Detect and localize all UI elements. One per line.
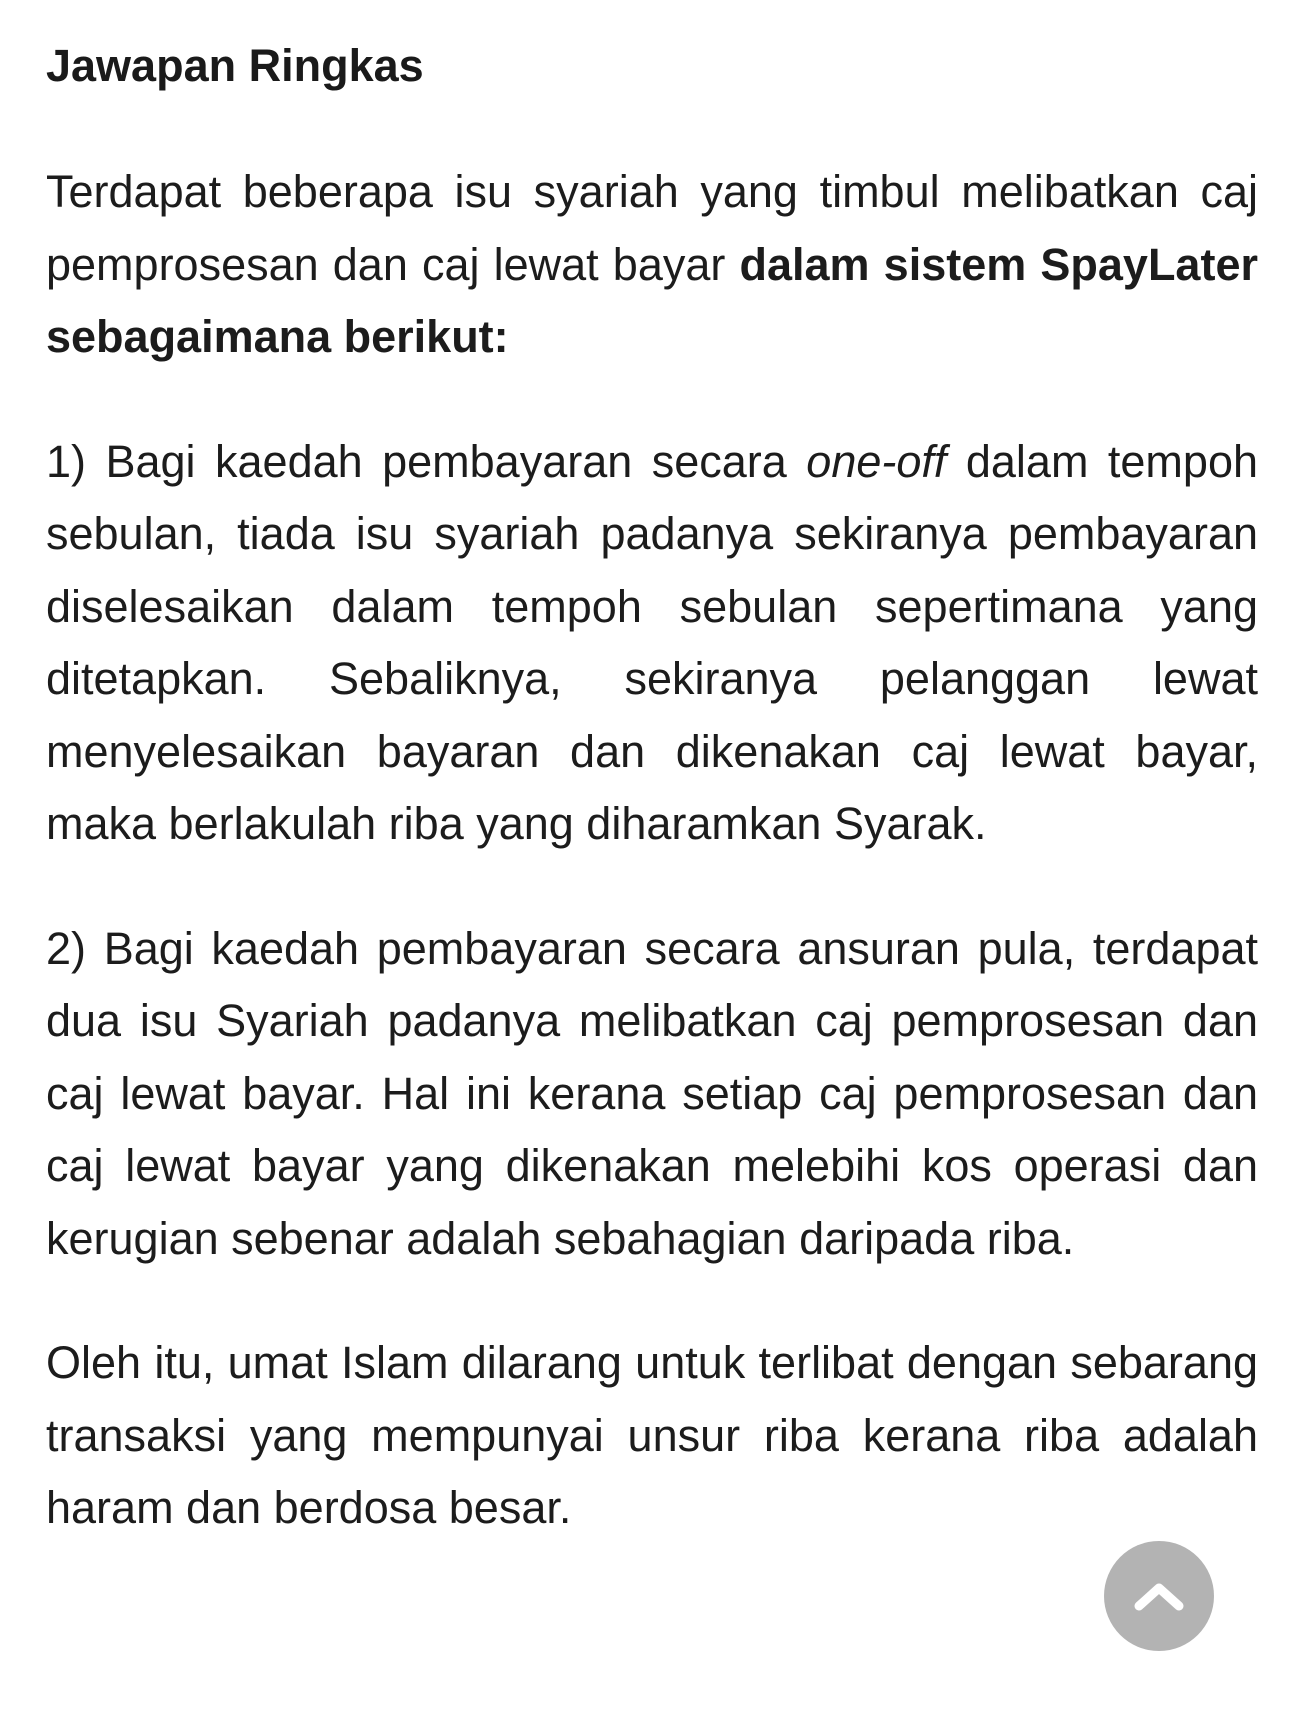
intro-text: Terdapat beberapa isu syariah yang timbul melibatkan caj pemprosesan dan caj lewat bayar — [46, 166, 1258, 290]
chevron-up-icon — [1131, 1578, 1187, 1614]
point-1-after: dalam tempoh sebulan, tiada isu syariah padanya sekiranya pembayaran diselesaikan dalam tempoh sebulan sepertimana yang ditetapkan. Sebaliknya, sekiranya pelanggan lewat menyelesaikan bayaran dan dikenakan caj lewat bayar, maka berlakulah riba yang diharamkan Syarak. — [46, 435, 1259, 849]
point-1-before: 1) Bagi kaedah pembayaran secara — [46, 435, 807, 487]
point-1-italic: one-off — [806, 435, 947, 487]
scroll-to-top-button[interactable] — [1104, 1541, 1214, 1651]
point-1-paragraph — [46, 426, 1258, 861]
intro-bold-text: dalam sistem SpayLater sebagaimana berikut: — [46, 238, 1258, 362]
page-title: Jawapan Ringkas — [46, 40, 424, 91]
point-2-paragraph: 2) Bagi kaedah pembayaran secara ansuran pula, terdapat dua isu Syariah padanya melibatkan caj pemprosesan dan caj lewat bayar. Hal ini kerana setiap caj pemprosesan dan caj lewat bayar yang dikenakan melebihi kos operasi dan kerugian sebenar adalah sebahagian daripada riba. — [46, 922, 1258, 1264]
conclusion-paragraph: Oleh itu, umat Islam dilarang untuk terlibat dengan sebarang transaksi yang mempunyai unsur riba kerana riba adalah haram dan berdosa besar. — [46, 1337, 1258, 1533]
intro-paragraph — [46, 156, 1258, 374]
article-body — [46, 38, 1258, 1597]
